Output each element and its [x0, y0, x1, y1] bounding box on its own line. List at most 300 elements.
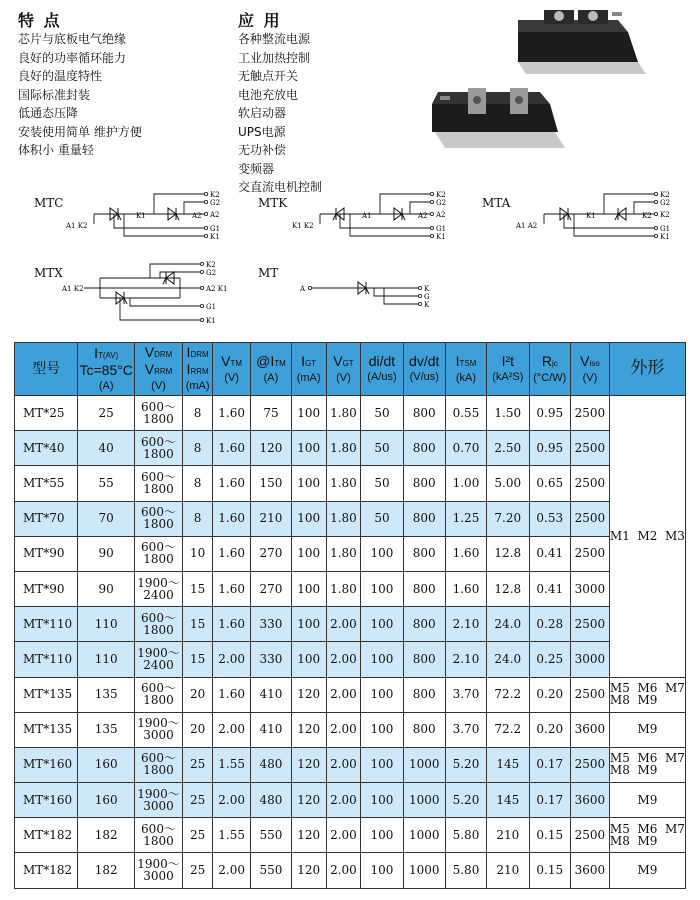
pin-label: K2	[210, 191, 220, 199]
spec-cell: 0.65	[529, 466, 570, 501]
terminal-pin	[200, 304, 203, 307]
features-item: 国际标准封装	[18, 87, 91, 102]
spec-cell: 100	[291, 571, 326, 606]
pin-label: K1	[436, 233, 446, 241]
features-item: 体积小 重量轻	[18, 143, 94, 157]
pin-label: K1	[210, 233, 220, 241]
spec-cell: 20	[183, 677, 213, 712]
features-item: 低通态压降	[18, 106, 79, 120]
spec-cell: 600～ 1800	[134, 536, 182, 571]
spec-cell: 120	[251, 431, 292, 466]
spec-cell: 3.70	[445, 712, 486, 747]
spec-cell: 270	[251, 536, 292, 571]
pin-label: K1	[660, 233, 670, 241]
column-header: Viso (V)	[571, 343, 610, 396]
diagram-mta	[514, 186, 684, 244]
spec-cell: 90	[78, 536, 134, 571]
features-title: 特 点	[18, 11, 62, 30]
column-header: 型号	[15, 343, 78, 396]
features-list	[18, 30, 142, 160]
pin-label: A1 K2	[66, 222, 88, 230]
spec-cell: 0.20	[529, 677, 570, 712]
column-header: di/dt (A/us)	[361, 343, 403, 396]
spec-cell: 1000	[403, 783, 445, 818]
spec-cell: 1900～ 2400	[134, 571, 182, 606]
terminal-pin	[204, 234, 207, 237]
spec-cell: 0.15	[529, 818, 570, 853]
spec-cell: 0.25	[529, 642, 570, 677]
terminal-pin	[430, 226, 433, 229]
spec-cell: 1.60	[445, 536, 486, 571]
model-cell: MT*55	[15, 466, 78, 501]
spec-cell: 0.41	[529, 536, 570, 571]
spec-cell: 800	[403, 466, 445, 501]
spec-cell: 2.00	[326, 783, 361, 818]
spec-cell: 15	[183, 642, 213, 677]
diagram-mtk-label: MTK	[258, 196, 288, 210]
diagram-mtx-label: MTX	[34, 266, 63, 280]
spec-cell: 70	[78, 501, 134, 536]
spec-cell: 2.00	[326, 818, 361, 853]
spec-cell: 2500	[571, 466, 610, 501]
model-cell: MT*182	[15, 853, 78, 888]
spec-cell: 100	[291, 396, 326, 431]
spec-cell: 145	[487, 783, 530, 818]
diagram-mt-label: MT	[258, 266, 279, 280]
terminal-pin	[418, 286, 421, 289]
spec-cell: 2.00	[213, 853, 251, 888]
package-shape-cell: M5 M6 M7 M8 M9	[609, 747, 685, 782]
spec-cell: 100	[361, 536, 403, 571]
spec-cell: 3000	[571, 571, 610, 606]
pin-label: K1 K2	[292, 222, 314, 230]
applications-item: 交直流电机控制	[238, 180, 323, 194]
model-cell: MT*90	[15, 571, 78, 606]
pin-label: A1 A2	[516, 222, 538, 230]
spec-cell: 480	[251, 747, 292, 782]
spec-cell: 2.00	[326, 747, 361, 782]
spec-cell: 7.20	[487, 501, 530, 536]
spec-cell: 2.00	[213, 712, 251, 747]
table-row	[15, 571, 686, 606]
table-row	[15, 431, 686, 466]
spec-cell: 550	[251, 818, 292, 853]
pin-label: K1	[586, 212, 596, 220]
spec-cell: 410	[251, 677, 292, 712]
spec-cell: 160	[78, 747, 134, 782]
table-row	[15, 501, 686, 536]
spec-cell: 1.80	[326, 571, 361, 606]
module-photo-1	[508, 2, 648, 82]
spec-cell: 210	[487, 818, 530, 853]
spec-cell: 100	[361, 712, 403, 747]
table-row	[15, 747, 686, 782]
model-cell: MT*25	[15, 396, 78, 431]
spec-cell: 50	[361, 431, 403, 466]
pin-label: A2	[418, 212, 428, 220]
spec-cell: 800	[403, 396, 445, 431]
pin-label: G2	[436, 199, 447, 207]
spec-cell: 1.50	[487, 396, 530, 431]
applications-item: 工业加热控制	[238, 50, 311, 65]
spec-cell: 0.70	[445, 431, 486, 466]
spec-cell: 1.60	[213, 677, 251, 712]
spec-cell: 800	[403, 607, 445, 642]
column-header: Rjc (°C/W)	[529, 343, 570, 396]
spec-cell: 1.80	[326, 466, 361, 501]
terminal-pin	[204, 200, 207, 203]
spec-cell: 100	[291, 466, 326, 501]
spec-cell: 72.2	[487, 712, 530, 747]
pin-label: K2	[206, 261, 216, 269]
spec-cell: 8	[183, 396, 213, 431]
table-row	[15, 712, 686, 747]
spec-cell: 800	[403, 536, 445, 571]
spec-cell: 10	[183, 536, 213, 571]
spec-cell: 1000	[403, 747, 445, 782]
pin-label: G2	[210, 199, 221, 207]
spec-cell: 40	[78, 431, 134, 466]
column-header: VDRM VRRM (V)	[134, 343, 182, 396]
spec-cell: 8	[183, 466, 213, 501]
package-shape-cell: M1 M2 M3	[609, 396, 685, 678]
spec-cell: 120	[291, 747, 326, 782]
terminal-pin	[418, 294, 421, 297]
pin-label: K	[424, 301, 430, 309]
spec-cell: 600～ 1800	[134, 607, 182, 642]
spec-cell: 2500	[571, 431, 610, 466]
pin-label: K2	[660, 211, 670, 219]
spec-cell: 2.00	[326, 853, 361, 888]
table-row	[15, 818, 686, 853]
spec-cell: 110	[78, 607, 134, 642]
diagram-mt	[296, 270, 456, 314]
model-cell: MT*110	[15, 607, 78, 642]
model-cell: MT*110	[15, 642, 78, 677]
pin-label: K2	[660, 191, 670, 199]
spec-cell: 2.00	[326, 642, 361, 677]
spec-cell: 100	[291, 501, 326, 536]
spec-cell: 1.60	[213, 466, 251, 501]
table-row	[15, 396, 686, 431]
spec-cell: 1.80	[326, 431, 361, 466]
spec-cell: 110	[78, 642, 134, 677]
table-row	[15, 642, 686, 677]
pin-label: K1	[206, 317, 216, 325]
spec-table	[14, 342, 686, 889]
model-cell: MT*135	[15, 712, 78, 747]
spec-cell: 182	[78, 853, 134, 888]
applications-title: 应 用	[238, 11, 282, 30]
column-header: IGT (mA)	[291, 343, 326, 396]
spec-cell: 0.15	[529, 853, 570, 888]
spec-cell: 100	[291, 642, 326, 677]
spec-cell: 330	[251, 642, 292, 677]
applications-item: 无触点开关	[238, 69, 299, 83]
module-photo-2	[420, 82, 570, 162]
spec-cell: 1.60	[213, 536, 251, 571]
features-item: 芯片与底板电气绝缘	[18, 32, 127, 46]
column-header: 外形	[609, 343, 685, 396]
spec-cell: 100	[291, 431, 326, 466]
diagram-mta-label: MTA	[482, 196, 511, 210]
package-shape-cell: M9	[609, 783, 685, 818]
spec-cell: 3000	[571, 642, 610, 677]
spec-cell: 600～ 1800	[134, 747, 182, 782]
terminal-pin	[204, 226, 207, 229]
spec-cell: 25	[183, 747, 213, 782]
terminal-pin	[430, 200, 433, 203]
spec-cell: 135	[78, 712, 134, 747]
pin-label: G1	[206, 303, 217, 311]
spec-cell: 12.8	[487, 571, 530, 606]
column-header: VGT (V)	[326, 343, 361, 396]
spec-cell: 50	[361, 466, 403, 501]
spec-cell: 100	[291, 607, 326, 642]
spec-cell: 50	[361, 501, 403, 536]
spec-cell: 3600	[571, 783, 610, 818]
spec-cell: 100	[361, 607, 403, 642]
spec-cell: 1.25	[445, 501, 486, 536]
model-cell: MT*90	[15, 536, 78, 571]
applications-item: 无功补偿	[238, 143, 287, 157]
spec-cell: 800	[403, 642, 445, 677]
spec-cell: 25	[183, 783, 213, 818]
spec-cell: 0.17	[529, 783, 570, 818]
spec-cell: 2.50	[487, 431, 530, 466]
spec-cell: 100	[361, 783, 403, 818]
model-cell: MT*70	[15, 501, 78, 536]
features-item: 良好的温度特性	[18, 69, 103, 83]
column-header: IDRM IRRM (mA)	[183, 343, 213, 396]
spec-cell: 1.80	[326, 396, 361, 431]
spec-cell: 2.00	[326, 677, 361, 712]
spec-cell: 1.80	[326, 536, 361, 571]
terminal-pin	[430, 192, 433, 195]
pin-label: G1	[436, 225, 447, 233]
applications-item: 各种整流电源	[238, 32, 311, 46]
diagram-mtc-label: MTC	[34, 196, 64, 210]
spec-cell: 0.55	[445, 396, 486, 431]
spec-cell: 1.60	[213, 607, 251, 642]
pin-label: K2	[642, 212, 652, 220]
terminal-pin	[654, 192, 657, 195]
spec-cell: 1000	[403, 853, 445, 888]
column-header: I²t (kA²S)	[487, 343, 530, 396]
spec-cell: 135	[78, 677, 134, 712]
spec-cell: 5.20	[445, 747, 486, 782]
column-header: ITSM (kA)	[445, 343, 486, 396]
spec-cell: 5.00	[487, 466, 530, 501]
spec-cell: 100	[361, 571, 403, 606]
spec-cell: 75	[251, 396, 292, 431]
spec-cell: 20	[183, 712, 213, 747]
spec-cell: 120	[291, 712, 326, 747]
spec-cell: 2500	[571, 747, 610, 782]
package-shape-cell: M9	[609, 853, 685, 888]
spec-cell: 145	[487, 747, 530, 782]
terminal-pin	[418, 302, 421, 305]
terminal-pin	[430, 234, 433, 237]
applications-item: 变频器	[238, 161, 275, 176]
spec-cell: 160	[78, 783, 134, 818]
spec-cell: 24.0	[487, 642, 530, 677]
spec-cell: 2.10	[445, 607, 486, 642]
spec-cell: 600～ 1800	[134, 396, 182, 431]
spec-cell: 24.0	[487, 607, 530, 642]
table-row	[15, 783, 686, 818]
spec-cell: 0.41	[529, 571, 570, 606]
spec-cell: 1.60	[213, 501, 251, 536]
spec-cell: 100	[361, 677, 403, 712]
spec-cell: 3600	[571, 853, 610, 888]
spec-cell: 2.10	[445, 642, 486, 677]
spec-cell: 0.28	[529, 607, 570, 642]
spec-cell: 550	[251, 853, 292, 888]
terminal-pin	[654, 226, 657, 229]
pin-label: K2	[436, 191, 446, 199]
spec-cell: 2500	[571, 818, 610, 853]
spec-cell: 2.00	[326, 607, 361, 642]
spec-cell: 600～ 1800	[134, 818, 182, 853]
spec-cell: 100	[361, 853, 403, 888]
spec-cell: 120	[291, 677, 326, 712]
spec-cell: 2.00	[213, 642, 251, 677]
diagram-mtk	[290, 186, 460, 244]
pin-label: G1	[660, 225, 671, 233]
spec-cell: 1900～ 3000	[134, 853, 182, 888]
spec-cell: 50	[361, 396, 403, 431]
features-item: 安装使用简单 维护方便	[18, 124, 142, 139]
pin-label: G2	[206, 269, 217, 277]
terminal-pin	[430, 212, 433, 215]
spec-cell: 15	[183, 607, 213, 642]
terminal-pin	[654, 234, 657, 237]
terminal-pin	[308, 286, 311, 289]
package-shape-cell: M5 M6 M7 M8 M9	[609, 818, 685, 853]
table-row	[15, 466, 686, 501]
spec-cell: 15	[183, 571, 213, 606]
spec-cell: 25	[183, 818, 213, 853]
spec-cell: 8	[183, 431, 213, 466]
column-header: dv/dt (V/us)	[403, 343, 445, 396]
spec-cell: 1000	[403, 818, 445, 853]
spec-cell: 1900～ 2400	[134, 642, 182, 677]
pin-label: G1	[210, 225, 221, 233]
terminal-pin	[200, 286, 203, 289]
model-cell: MT*160	[15, 783, 78, 818]
spec-cell: 100	[291, 536, 326, 571]
spec-cell: 1900～ 3000	[134, 712, 182, 747]
model-cell: MT*182	[15, 818, 78, 853]
spec-cell: 1900～ 3000	[134, 783, 182, 818]
spec-cell: 410	[251, 712, 292, 747]
spec-cell: 270	[251, 571, 292, 606]
spec-cell: 0.53	[529, 501, 570, 536]
spec-cell: 1.60	[213, 571, 251, 606]
spec-cell: 1.55	[213, 818, 251, 853]
diagram-mtx	[60, 256, 230, 328]
pin-label: A2	[436, 211, 446, 219]
spec-cell: 330	[251, 607, 292, 642]
column-header: @ITM (A)	[251, 343, 292, 396]
spec-cell: 25	[78, 396, 134, 431]
pin-label: A1	[362, 212, 372, 220]
spec-cell: 100	[361, 818, 403, 853]
spec-cell: 1.60	[213, 431, 251, 466]
model-cell: MT*135	[15, 677, 78, 712]
spec-cell: 100	[361, 747, 403, 782]
spec-cell: 1.55	[213, 747, 251, 782]
spec-cell: 90	[78, 571, 134, 606]
applications-item: 电池充放电	[238, 87, 299, 102]
spec-cell: 800	[403, 712, 445, 747]
pin-label: A1 K2	[62, 285, 84, 293]
pin-label: G	[424, 293, 430, 301]
terminal-pin	[654, 212, 657, 215]
spec-cell: 12.8	[487, 536, 530, 571]
terminal-pin	[204, 212, 207, 215]
spec-cell: 2.00	[326, 712, 361, 747]
terminal-pin	[200, 318, 203, 321]
table-row	[15, 536, 686, 571]
spec-cell: 2500	[571, 607, 610, 642]
spec-cell: 3.70	[445, 677, 486, 712]
spec-cell: 3600	[571, 712, 610, 747]
pin-label: G2	[660, 199, 671, 207]
spec-cell: 800	[403, 431, 445, 466]
spec-cell: 210	[251, 501, 292, 536]
pin-label: K	[424, 285, 430, 293]
spec-cell: 120	[291, 818, 326, 853]
table-header-row	[15, 343, 686, 396]
diagram-mtc	[64, 186, 234, 244]
spec-cell: 150	[251, 466, 292, 501]
spec-cell: 5.20	[445, 783, 486, 818]
pin-label: K1	[136, 212, 146, 220]
applications-item: 软启动器	[238, 106, 287, 120]
table-row	[15, 677, 686, 712]
spec-cell: 2500	[571, 536, 610, 571]
spec-cell: 600～ 1800	[134, 501, 182, 536]
table-row	[15, 853, 686, 888]
table-row	[15, 607, 686, 642]
spec-cell: 0.20	[529, 712, 570, 747]
spec-cell: 800	[403, 677, 445, 712]
terminal-pin	[200, 270, 203, 273]
model-cell: MT*40	[15, 431, 78, 466]
spec-cell: 2500	[571, 677, 610, 712]
spec-cell: 600～ 1800	[134, 466, 182, 501]
spec-cell: 5.80	[445, 818, 486, 853]
spec-cell: 2500	[571, 396, 610, 431]
spec-cell: 600～ 1800	[134, 677, 182, 712]
spec-cell: 1.00	[445, 466, 486, 501]
spec-cell: 800	[403, 501, 445, 536]
spec-cell: 55	[78, 466, 134, 501]
spec-cell: 25	[183, 853, 213, 888]
column-header: VTM (V)	[213, 343, 251, 396]
pin-label: A2 K1	[206, 285, 228, 293]
spec-cell: 1.60	[445, 571, 486, 606]
spec-cell: 72.2	[487, 677, 530, 712]
spec-cell: 1.60	[213, 396, 251, 431]
pin-label: A2	[210, 211, 220, 219]
spec-cell: 100	[361, 642, 403, 677]
model-cell: MT*160	[15, 747, 78, 782]
applications-list	[238, 30, 322, 197]
pin-label: A	[300, 285, 306, 293]
